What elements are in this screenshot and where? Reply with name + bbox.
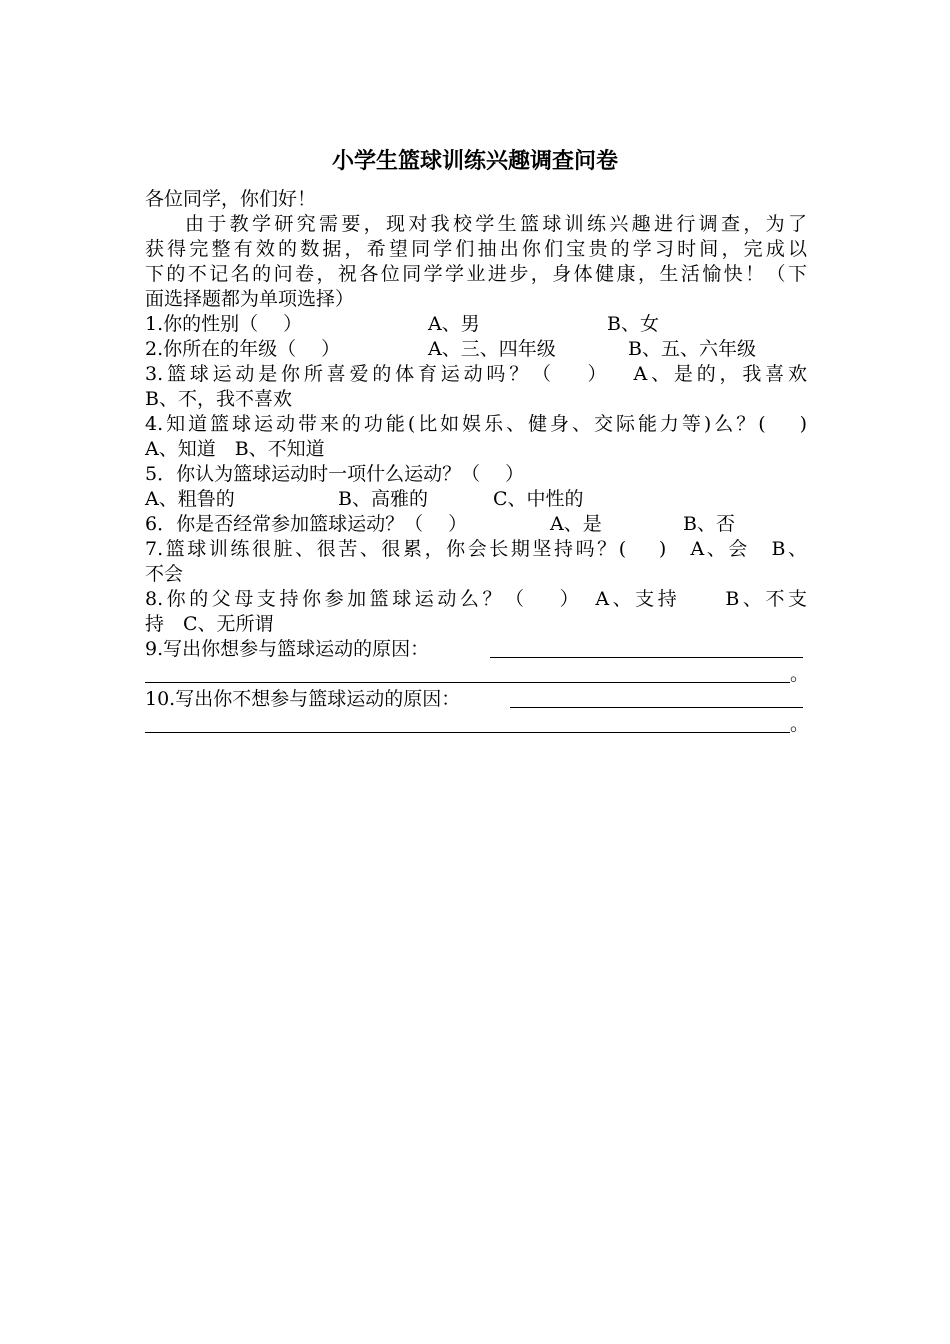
question-8-line-2: 持 C、无所谓 <box>145 613 274 635</box>
question-7-line-2: 不会 <box>145 563 184 585</box>
question-4-line-2: A、知道 B、不知道 <box>145 438 325 460</box>
question-1-option-a[interactable]: A、男 <box>428 313 480 335</box>
question-5-option-c[interactable]: C、中性的 <box>493 488 584 510</box>
question-10-answer-line-1[interactable] <box>510 707 803 708</box>
question-10-end-mark: 。 <box>790 713 810 735</box>
question-9-answer-line-1[interactable] <box>490 657 803 658</box>
question-8-line-1: 8.你的父母支持你参加篮球运动么？（ ） A、支持 B、不支 <box>145 588 807 610</box>
question-5-stem: 5．你认为篮球运动时一项什么运动？（ ） <box>145 463 525 485</box>
question-6-stem: 6．你是否经常参加篮球运动？（ ） <box>145 513 468 535</box>
page-title: 小学生篮球训练兴趣调查问卷 <box>331 148 618 174</box>
intro-line-1: 由于教学研究需要，现对我校学生篮球训练兴趣进行调查，为了 <box>185 213 807 235</box>
intro-line-2: 获得完整有效的数据，希望同学们抽出你们宝贵的学习时间，完成以 <box>145 238 807 260</box>
question-10-stem: 10.写出你不想参与篮球运动的原因： <box>145 688 461 710</box>
question-6-option-b[interactable]: B、否 <box>683 513 735 535</box>
question-1-option-b[interactable]: B、女 <box>607 313 659 335</box>
question-9-answer-line-2[interactable] <box>145 682 790 683</box>
question-2-option-b[interactable]: B、五、六年级 <box>628 338 756 360</box>
question-3-line-2: B、不，我不喜欢 <box>145 388 292 410</box>
question-7-line-1: 7.篮球训练很脏、很苦、很累，你会长期坚持吗？( ) A、会 B、 <box>145 538 807 560</box>
question-2-option-a[interactable]: A、三、四年级 <box>428 338 556 360</box>
question-9-end-mark: 。 <box>790 663 810 685</box>
question-2-stem: 2.你所在的年级（ ） <box>145 338 341 360</box>
question-5-option-a[interactable]: A、粗鲁的 <box>145 488 235 510</box>
question-10-answer-line-2[interactable] <box>145 732 790 733</box>
question-1-stem: 1.你的性别（ ） <box>145 313 303 335</box>
question-4-line-1: 4.知道篮球运动带来的功能(比如娱乐、健身、交际能力等)么？( ) <box>145 413 807 435</box>
greeting: 各位同学，你们好！ <box>145 188 317 210</box>
question-3-line-1: 3.篮球运动是你所喜爱的体育运动吗？（ ） A、是的，我喜欢 <box>145 363 807 385</box>
question-5-option-b[interactable]: B、高雅的 <box>338 488 428 510</box>
intro-line-4: 面选择题都为单项选择） <box>145 288 355 310</box>
question-6-option-a[interactable]: A、是 <box>550 513 602 535</box>
question-9-stem: 9.写出你想参与篮球运动的原因： <box>145 638 430 660</box>
intro-line-3: 下的不记名的问卷，祝各位同学学业进步，身体健康，生活愉快！（下 <box>145 263 807 285</box>
